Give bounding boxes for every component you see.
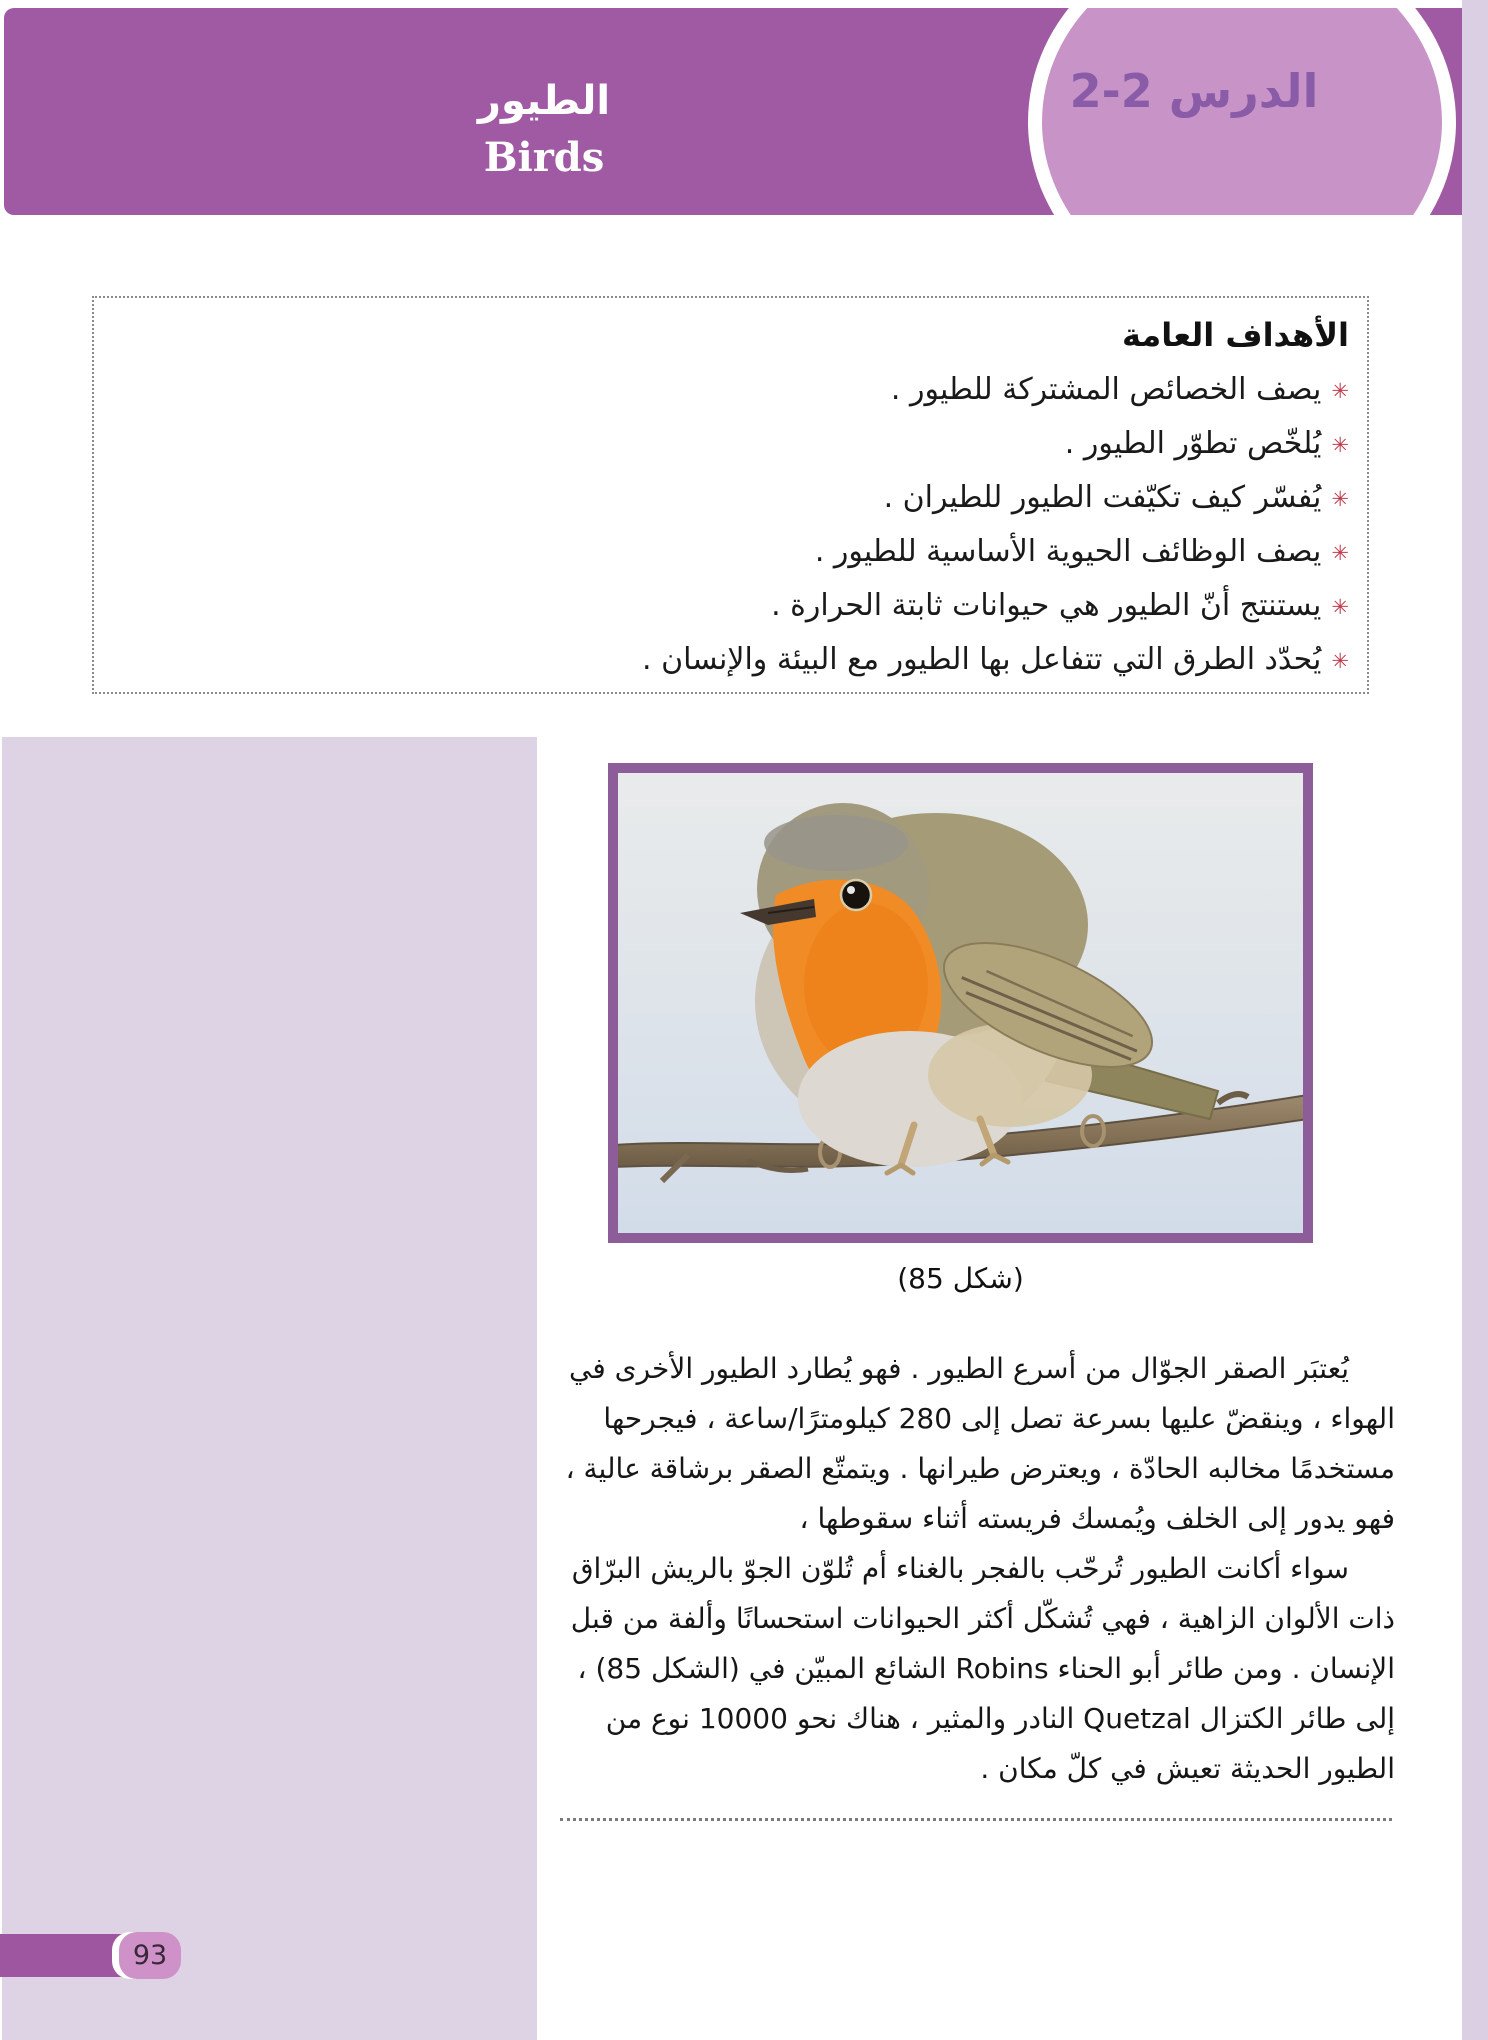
robin-photo [618,773,1303,1233]
page-number-badge: 93 [119,1932,181,1979]
dotted-separator [560,1818,1392,1821]
objectives-box [92,296,1369,694]
objective-text: يُفسّر كيف تكيّفت الطيور للطيران . [883,480,1322,515]
page-edge-strip [1462,0,1488,2040]
footer-bar [0,1934,124,1977]
body-line: إلى طائر الكتزال Quetzal النادر والمثير ، هناك نحو 10000 نوع من [605,1702,1395,1735]
asterisk-bullet-icon: ✳ [1331,541,1349,565]
body-line: الهواء ، وينقضّ عليها بسرعة تصل إلى 280 كيلومترًا/ساعة ، فيجرحها [603,1402,1395,1435]
body-line: سواء أكانت الطيور تُرحّب بالفجر بالغناء أم تُلوّن الجوّ بالريش البرّاق [571,1552,1349,1585]
asterisk-bullet-icon: ✳ [1331,487,1349,511]
asterisk-bullet-icon: ✳ [1331,433,1349,457]
body-line: يُعتبَر الصقر الجوّال من أسرع الطيور . فهو يُطارد الطيور الأخرى في [569,1352,1349,1385]
lesson-number-label: الدرس 2-2 [1069,64,1319,118]
asterisk-bullet-icon: ✳ [1331,649,1349,673]
body-text [545,1344,1395,1794]
body-line: ذات الألوان الزاهية ، فهي تُشكّل أكثر الحيوانات استحسانًا وألفة من قبل [570,1602,1395,1635]
figure-caption: (شكل 85) [897,1262,1024,1295]
lesson-title-arabic: الطيور [477,78,611,124]
lesson-title-english: Birds [483,134,605,181]
lesson-header [4,8,1462,215]
objective-text: يُلخّص تطوّر الطيور . [1064,426,1322,461]
objective-text: يستنتج أنّ الطيور هي حيوانات ثابتة الحرارة . [771,588,1322,623]
body-line: فهو يدور إلى الخلف ويُمسك فريسته أثناء سقوطها ، [799,1502,1395,1535]
asterisk-bullet-icon: ✳ [1331,595,1349,619]
objective-item [112,479,1349,516]
robin-figure [608,763,1313,1243]
sidebar-panel [2,737,537,2040]
objective-text: يُحدّد الطرق التي تتفاعل بها الطيور مع البيئة والإنسان . [642,642,1322,677]
eye [841,880,871,910]
objective-text: يصف الخصائص المشتركة للطيور . [890,372,1322,407]
objective-item [112,587,1349,624]
objective-item [112,371,1349,408]
objectives-title: الأهداف العامة [1121,316,1349,354]
body-line: الطيور الحديثة تعيش في كلّ مكان . [980,1752,1395,1785]
objective-text: يصف الوظائف الحيوية الأساسية للطيور . [814,534,1322,569]
objective-item [112,425,1349,462]
asterisk-bullet-icon: ✳ [1331,379,1349,403]
body-line: مستخدمًا مخالبه الحادّة ، ويعترض طيرانها . ويتمتّع الصقر برشاقة عالية ، [565,1452,1395,1485]
objective-item [112,641,1349,678]
body-line: الإنسان . ومن طائر أبو الحناء Robins الشائع المبيّن في (الشكل 85) ، [577,1652,1395,1685]
objective-item [112,533,1349,570]
